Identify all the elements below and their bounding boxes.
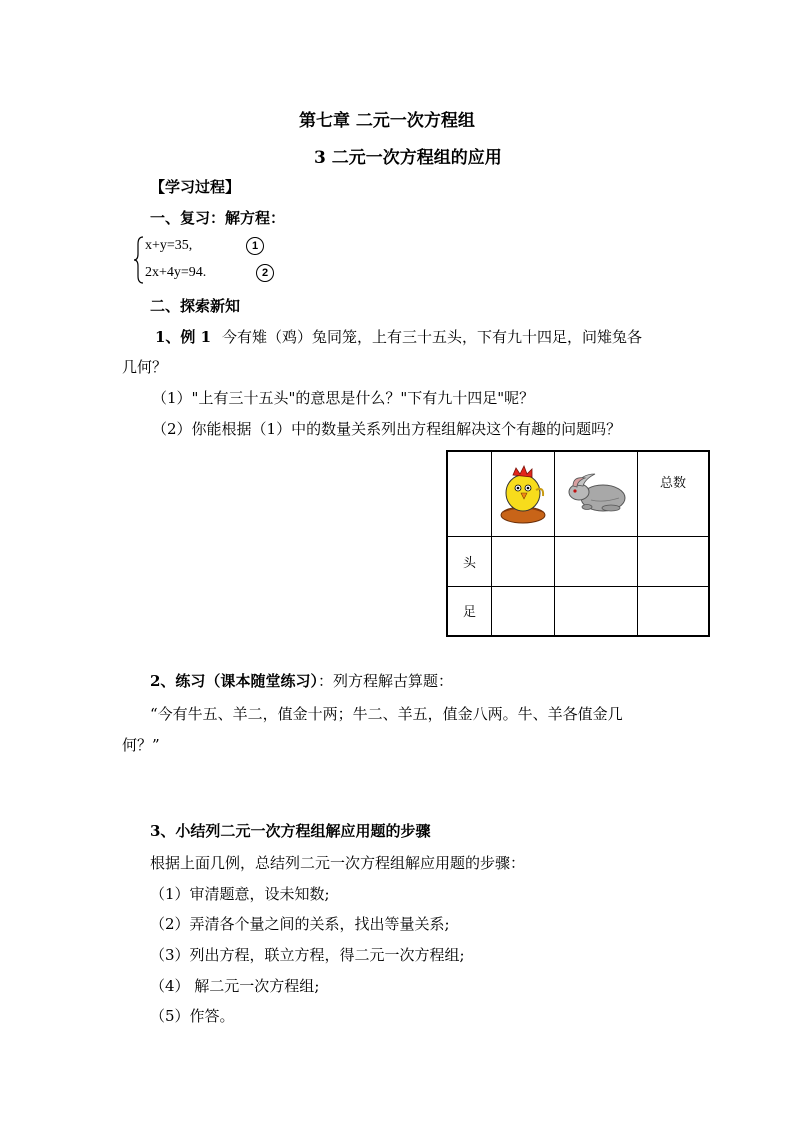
practice-text-line2: 何？” (122, 736, 160, 754)
equation-1: x+y=35, (145, 238, 193, 253)
rabbit-cell (555, 451, 638, 536)
question-1: （1）"上有三十五头"的意思是什么？"下有九十四足"呢？ (152, 389, 535, 407)
summary-heading: 3、小结列二元一次方程组解应用题的步骤 (150, 822, 431, 840)
cell-head-rabbit (555, 536, 638, 586)
table-corner-cell (447, 451, 492, 536)
review-heading: 一、复习：解方程： (150, 209, 286, 227)
chapter-title: 第七章 二元一次方程组 (299, 111, 475, 131)
summary-intro: 根据上面几例，总结列二元一次方程组解应用题的步骤： (150, 854, 526, 872)
explore-heading: 二、探索新知 (150, 297, 241, 315)
question-2: （2）你能根据（1）中的数量关系列出方程组解决这个有趣的问题吗？ (152, 420, 622, 438)
rabbit-icon (563, 470, 629, 514)
cell-foot-rabbit (555, 586, 638, 636)
chicken-rabbit-table (446, 450, 710, 637)
practice-line (150, 670, 453, 691)
brace-icon (133, 236, 145, 284)
chicken-cell (492, 451, 555, 536)
circled-number-1: 1 (246, 237, 264, 255)
cell-foot-chicken (492, 586, 555, 636)
example-text-line2: 几何？ (122, 358, 168, 376)
cell-head-chicken (492, 536, 555, 586)
summary-step: （4） 解二元一次方程组; (150, 977, 320, 995)
cell-foot-total (638, 586, 710, 636)
cell-head-total (638, 536, 710, 586)
practice-heading-tail: ：列方程解古算题： (317, 672, 453, 690)
row-label-head: 头 (447, 536, 492, 586)
summary-step: （5）作答。 (150, 1007, 235, 1025)
summary-step: （1）审清题意，设未知数; (150, 885, 330, 903)
example-label: 1、例 1 (155, 328, 212, 346)
equation-2: 2x+4y=94. (145, 265, 207, 280)
example-text-line1: 今有雉（鸡）兔同笼，上有三十五头，下有九十四足，问雉兔各 (222, 328, 643, 346)
circled-number-2: 2 (256, 264, 274, 282)
summary-step: （2）弄清各个量之间的关系，找出等量关系; (150, 915, 450, 933)
total-header: 总数 (638, 451, 710, 536)
summary-step: （3）列出方程，联立方程，得二元一次方程组; (150, 946, 465, 964)
practice-heading: 2、练习（课本随堂练习） (150, 672, 318, 690)
practice-text-line1: “今有牛五、羊二，值金十两；牛二、羊五，值金八两。牛、羊各值金几 (150, 705, 623, 723)
lesson-title: 3 二元一次方程组的应用 (314, 148, 502, 168)
chicken-icon (496, 460, 550, 524)
row-label-foot: 足 (447, 586, 492, 636)
section-label: 【学习过程】 (150, 178, 241, 196)
